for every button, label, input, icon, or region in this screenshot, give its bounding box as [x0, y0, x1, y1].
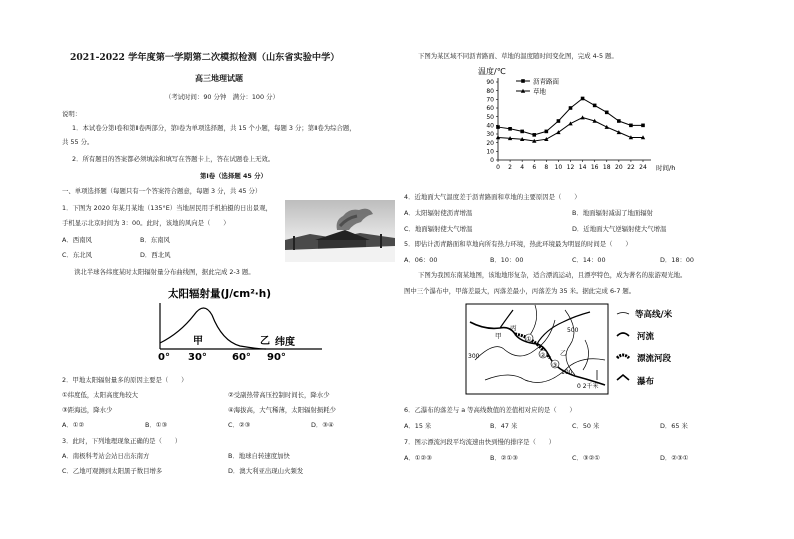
- temp-x-tick-label: 0: [496, 164, 500, 171]
- question-5: 5．即估计沥青路面和草地向所有热力环境，热此环境最为明显的时间是（ ）: [404, 240, 632, 248]
- asphalt-point: [605, 111, 609, 115]
- section-1-heading: 一、单项选择题（每题只有一个答案符合题意，每题 3 分，共 45 分）: [62, 187, 262, 195]
- asphalt-series-line: [498, 98, 643, 134]
- q3-option-d: D．澳大利亚出现山火频发: [228, 467, 304, 475]
- temp-y-tick-label: 30: [486, 131, 494, 139]
- question-6: 6．乙瀑布的落差与 a 等高线数值的差值相对应的是（ ）: [404, 406, 576, 414]
- legend-contour: 等高线/米: [635, 310, 673, 320]
- temp-x-tick-label: 16: [590, 164, 599, 171]
- point-label-yi: 乙: [260, 336, 270, 347]
- solar-chart-title: 太阳辐射量(J/cm²·h): [168, 288, 272, 300]
- legend-waterfall: 瀑布: [637, 377, 655, 387]
- temp-x-tick-label: 20: [615, 164, 623, 171]
- solar-tick-0: 0°: [158, 352, 170, 363]
- temp-y-tick-label: 70: [486, 96, 494, 104]
- notes-heading: 说明：: [62, 110, 82, 118]
- temp-x-tick-label: 24: [639, 164, 647, 171]
- legend-river: 河流: [637, 332, 655, 342]
- marker-3-label: ③: [552, 362, 558, 369]
- q6-option-c: C．50 米: [572, 422, 600, 430]
- solar-tick-30: 30°: [188, 352, 207, 363]
- grass-point: [605, 125, 609, 129]
- q2-option-b: B．①③: [145, 421, 168, 429]
- asphalt-point: [557, 119, 561, 123]
- asphalt-point: [629, 124, 633, 128]
- note-2: 2．所有题目的答案都必须填涂和填写在答题卡上，答在试题卷上无效。: [72, 155, 275, 163]
- temp-x-tick-label: 4: [520, 164, 525, 171]
- temp-x-tick-label: 8: [544, 164, 549, 171]
- chart-intro: 读北半球各纬度某时太阳辐射量分布曲线图，据此完成 2-3 题。: [74, 268, 255, 276]
- q3-option-b: B．地球自转速度加快: [228, 452, 290, 460]
- grass-point: [580, 115, 584, 119]
- q1-option-d: D．西北风: [140, 251, 171, 259]
- temp-xlabel: 时间/h: [656, 164, 676, 172]
- solar-radiation-curve: [160, 308, 266, 349]
- asphalt-point: [545, 130, 549, 134]
- grass-series-line: [498, 118, 643, 141]
- solar-radiation-chart: [150, 283, 330, 363]
- temp-y-tick-label: 80: [486, 87, 494, 95]
- question-2: 2．甲地太阳辐射量多的原因主要是（ ）: [62, 376, 188, 384]
- topographic-map: [465, 300, 735, 398]
- part-1-heading: 第Ⅰ卷（选择题 45 分）: [200, 172, 267, 180]
- q3-option-a: A．南极科考站会站日出东南方: [62, 452, 150, 460]
- q5-option-d: D．18：00: [660, 256, 694, 264]
- asphalt-point: [569, 106, 573, 110]
- q6-option-a: A．15 米: [404, 422, 432, 430]
- q6-option-b: B．47 米: [490, 422, 518, 430]
- temp-y-tick-label: 20: [486, 139, 494, 147]
- asphalt-point: [496, 125, 500, 129]
- asphalt-point: [617, 119, 621, 123]
- map-label-bing: 丙: [510, 324, 517, 332]
- intro-6-7-cont: 图中三个瀑布中，甲落差最大，丙落差最小，丙落差为 35 米。据此完成 6-7 题。: [404, 287, 636, 295]
- marker-1-label: ①: [526, 336, 532, 343]
- temp-ylabel: 温度/℃: [478, 67, 506, 76]
- q4-option-c: C．地面辐射使大气增温: [404, 225, 473, 233]
- legend-asphalt-label: 沥青路面: [533, 77, 559, 86]
- asphalt-point: [508, 127, 512, 131]
- map-label-jia: 甲: [495, 332, 502, 340]
- temp-x-tick-label: 14: [578, 164, 587, 171]
- question-1-cont: 手机显示北京时间为 3：00。此时，该地的风向是（ ）: [62, 219, 230, 227]
- contour-label-500: 500: [567, 327, 579, 334]
- q7-option-c: C．③②①: [572, 454, 601, 462]
- q2-option-c: C．②③: [228, 421, 251, 429]
- q2-statement-3: ③距海远，降水少: [62, 406, 113, 414]
- temp-x-tick-label: 2: [508, 164, 512, 171]
- temp-y-tick-label: 0: [490, 157, 494, 165]
- q5-option-b: B．10：00: [490, 256, 524, 264]
- temp-y-tick-label: 60: [486, 105, 494, 113]
- temp-x-tick-label: 18: [602, 164, 611, 171]
- exam-info: （考试时间：90 分钟 满分：100 分）: [165, 93, 279, 101]
- intro-6-7: 下图为我国东南某地图，该地地形复杂，适合漂流运动，且漂亭特色，成为著名的旅游观光地。: [418, 271, 687, 279]
- q5-option-a: A．06：00: [404, 256, 438, 264]
- temp-y-tick-label: 10: [486, 148, 494, 156]
- contour-label-100: 100: [561, 369, 573, 376]
- asphalt-point: [581, 97, 585, 101]
- note-1-cont: 共 55 分。: [62, 138, 94, 146]
- question-3: 3．此时，下列地理现象正确的是（ ）: [62, 437, 182, 445]
- q7-option-a: A．①②③: [404, 454, 432, 462]
- temp-x-tick-label: 6: [532, 164, 537, 171]
- solar-tick-90: 90°: [267, 352, 286, 363]
- q4-option-a: A．太阳辐射使沥青增温: [404, 209, 473, 217]
- q6-option-d: D．65 米: [660, 422, 688, 430]
- marker-2-label: ②: [540, 352, 546, 359]
- legend-rafting: 漂流河段: [637, 354, 672, 364]
- asphalt-point: [520, 130, 524, 134]
- grass-point: [568, 121, 572, 125]
- q7-option-d: D．②③①: [660, 454, 689, 462]
- point-label-jia: 甲: [193, 336, 203, 347]
- q2-option-a: A．①②: [62, 421, 85, 429]
- asphalt-point: [641, 124, 645, 128]
- temp-x-tick-label: 12: [566, 164, 575, 171]
- temp-y-tick-label: 40: [486, 122, 494, 130]
- q5-option-c: C．14：00: [572, 256, 606, 264]
- note-1: 1．本试卷分第Ⅰ卷和第Ⅱ卷两部分，第Ⅰ卷为单项选择题，共 15 个小题，每题 3 分；第Ⅱ卷为综合题，: [72, 124, 356, 132]
- q2-statement-4: ④海拔高，大气稀薄，太阳辐射损耗少: [228, 406, 336, 414]
- solar-tick-60: 60°: [232, 352, 251, 363]
- q4-option-b: B．地面辐射减弱了地面辐射: [572, 209, 654, 217]
- q1-option-a: A．西南风: [62, 236, 92, 244]
- q1-option-b: B．东南风: [140, 236, 170, 244]
- map-label-yi: 乙: [560, 349, 567, 357]
- contour-label-300: 300: [468, 353, 480, 360]
- question-7: 7．图示漂流河段平均流速由快到慢的排序是（ ）: [404, 438, 556, 446]
- q2-statement-1: ①纬度低，太阳高度角较大: [62, 391, 139, 399]
- legend-asphalt-marker: [521, 79, 525, 83]
- temp-y-tick-label: 50: [486, 113, 494, 121]
- sunrise-photo: [285, 200, 395, 262]
- map-scale: 0 2千米: [577, 383, 599, 390]
- q1-option-c: C．东北风: [62, 251, 93, 259]
- asphalt-point: [593, 104, 597, 108]
- solar-xlabel: 纬度: [275, 337, 295, 348]
- q2-option-d: D．③④: [311, 421, 334, 429]
- q7-option-b: B．②①③: [490, 454, 518, 462]
- temp-x-tick-label: 22: [627, 164, 635, 171]
- exam-title: 2021-2022 学年度第一学期第二次模拟检测（山东省实验中学）: [70, 52, 340, 63]
- q4-option-d: D．近地面大气逆辐射使大气增温: [572, 225, 667, 233]
- question-1: 1．下图为 2020 年某月某地（135°E）当地居民用手机拍摄的日出景观，: [62, 204, 272, 212]
- temp-x-tick-label: 10: [554, 164, 563, 171]
- q3-option-c: C．乙地可观测到太阳黑子数目增多: [62, 467, 163, 475]
- intro-4-5: 下图为某区域不同沥青路面、草地的温度随时间变化图，完成 4-5 题。: [418, 52, 618, 60]
- exam-subtitle: 高三地理试题: [195, 73, 243, 83]
- temp-y-tick-label: 90: [486, 79, 494, 87]
- legend-grass-label: 草地: [533, 87, 546, 96]
- q2-statement-2: ②受副热带高压控制时间长，降水少: [228, 391, 330, 399]
- temperature-chart: [478, 64, 708, 188]
- asphalt-point: [532, 133, 536, 137]
- question-4: 4．近地面大气温度差于沥青路面和草地的主要原因是（ ）: [404, 193, 581, 201]
